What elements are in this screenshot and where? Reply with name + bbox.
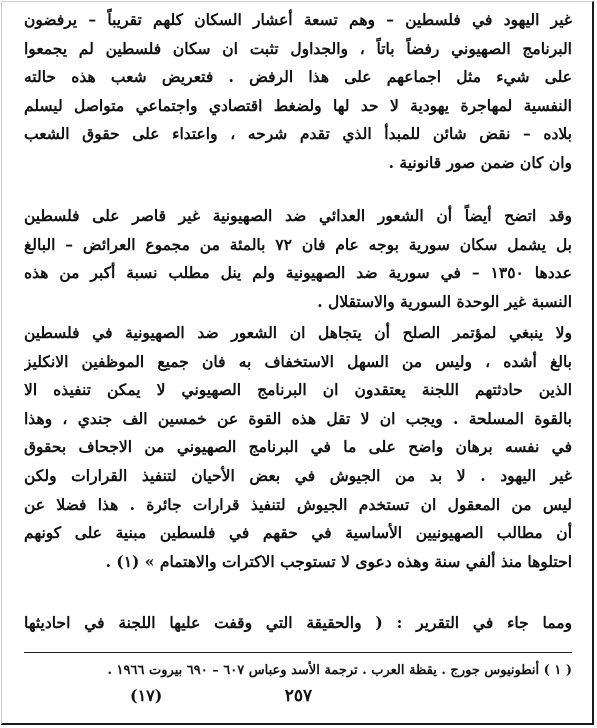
text-line: ليس من المعقول ان تستخدم الجيوش لتنفيذ قرارات جائرة . هذا فضلا عن (24, 494, 572, 514)
text-line: النسبة غير الوحدة السورية والاستقلال . (317, 291, 572, 311)
text-line: الذين حادثتهم اللجنة يعتقدون ان البرنامج الصهيوني لا يمكن تنفيذه الا (24, 380, 572, 400)
text-line: وقد اتضح أيضاً أن الشعور العدائي ضد الصهيونية غير قاصر على فلسطين (24, 206, 572, 225)
text-line: على شيء مثل اجماعهم على هذا الرفض . فتعريض شعب هذه حالته (24, 67, 572, 87)
text-line: ولا ينبغي لمؤتمر الصلح أن يتجاهل ان الشعور ضد الصهيونية في فلسطين (24, 323, 572, 342)
text-line: بلاده – نقض شائن للمبدأ الذي تقدم شرحه ، واعتداء على حقوق الشعب (24, 124, 572, 144)
text-line: غير اليهود في فلسطين – وهم تسعة أعشار السكان كلهم تقريباً – يرفضون (24, 10, 572, 29)
footnote-divider (24, 652, 572, 653)
text-line: عددها ١٣٥٠ – في سورية ضد الصهيونية ولم ينل مطلب نسبة أكبر من هذه (24, 263, 572, 283)
paragraph-3 (24, 319, 572, 576)
text-line: النفسية لمهاجرة يهودية لا حد لها ولضغط اقتصادي واجتماعي متواصل ليسلم (24, 95, 572, 115)
paragraph-2 (24, 202, 572, 316)
paragraph-1 (24, 6, 572, 178)
paragraph-4 (24, 609, 572, 638)
text-line: غير اليهود . لا بد من الجيوش في بعض الأحيان لتنفيذ القرارات ولكن (24, 465, 572, 485)
text-line: أن مطالب الصهيونيين الأساسية في حقهم في فلسطين مبنية على كونهم (24, 523, 572, 543)
footnote: ( ١ ) أنطونيوس جورج . يقظة العرب . ترجمة الأسد وعباس ٦٠٧ – ٦٩٠ بيروت ١٩٦٦ . (107, 663, 572, 678)
text-line: البرنامج الصهيوني رفضاً باتاً ، والجداول تثبت ان سكان فلسطين لم يجمعوا (24, 38, 572, 58)
part-number: (١٧) (130, 686, 163, 705)
page-number: ٢٥٧ (284, 686, 313, 706)
text-line: احتلوها منذ ألفي سنة وهذه دعوى لا تستوجب الاكترات والاهتمام » (١) . (105, 551, 572, 571)
text-line: ومما جاء في التقرير : ( والحقيقة التي وقفت عليها اللجنة في احاديثها (24, 613, 572, 632)
text-line: بالقوة المسلحة . ويجب ان لا تقل هذه القوة عن خمسين الف جندي ، وهذا (24, 408, 572, 428)
text-line: بالغ أشده ، وليس من السهل الاستخفاف به فان جميع الموظفين الانكليز (24, 351, 572, 371)
text-line: في نفسه برهان واضح على ما في البرنامج الصهيوني من الاجحاف بحقوق (24, 437, 572, 457)
text-line: بل يشمل سكان سورية بوجه عام فان ٧٢ بالمئة من مجموع العرائض – البالغ (24, 234, 572, 254)
text-line: وان كان ضمن صور قانونية . (388, 152, 572, 172)
